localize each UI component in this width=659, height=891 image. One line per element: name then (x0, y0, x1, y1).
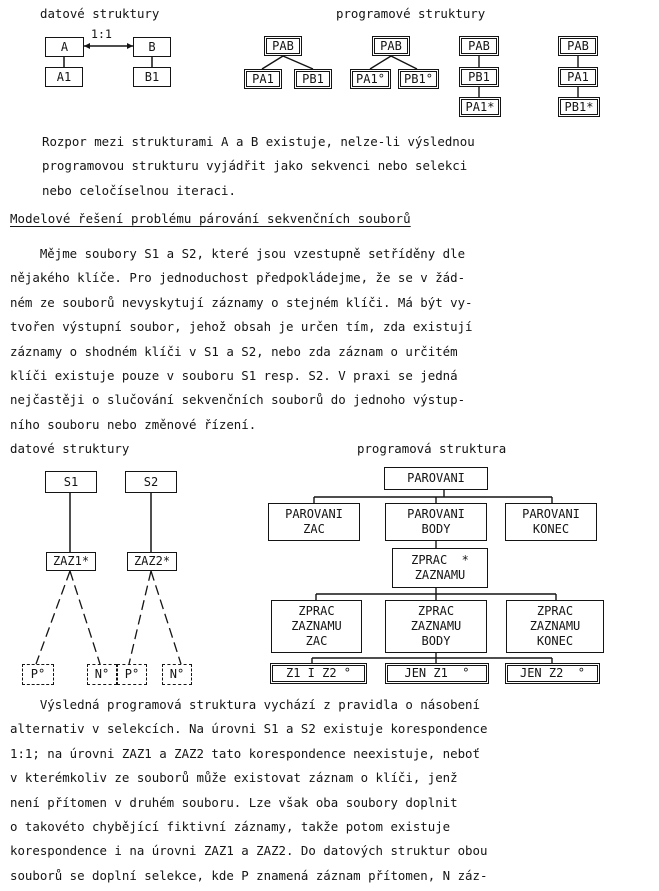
tree1-root: PAB (264, 36, 302, 56)
node-s1: S1 (45, 471, 97, 493)
prog-selection-only-z2: JEN Z2 ° (505, 663, 600, 684)
p3-line: korespondence i na úrovni ZAZ1 a ZAZ2. Do datových struktur obou (10, 843, 488, 859)
tree2-child-1: PA1° (350, 69, 391, 89)
relation-label: 1:1 (91, 27, 113, 41)
prog-level3-konec: ZPRAC ZAZNAMU KONEC (506, 600, 604, 653)
p3-line: v kterémkoliv ze souborů může existovat záznam o klíči, jenž (10, 770, 458, 786)
node-b1: B1 (133, 67, 171, 87)
tree4-level-1: PA1 (558, 67, 598, 87)
p2-line: ního souboru nebo změnové řízení. (10, 416, 257, 432)
prog-level1-zac: PAROVANI ZAC (268, 503, 360, 541)
node-b: B (133, 37, 171, 57)
node-zaz1: ZAZ1* (46, 552, 96, 571)
tree2-root: PAB (372, 36, 410, 56)
prog-selection-only-z1: JEN Z1 ° (385, 663, 489, 684)
tree4-root: PAB (558, 36, 598, 56)
p2-line: ném ze souborů nevyskytují záznamy o stejném klíči. Má být vy- (10, 294, 473, 310)
p3-line: Výsledná programová struktura vychází z pravidla o násobení (10, 697, 480, 712)
node-s2-p: P° (117, 664, 147, 685)
tree3-level-2: PA1* (459, 97, 501, 117)
prog-level3-body: ZPRAC ZAZNAMU BODY (385, 600, 487, 653)
node-zaz2: ZAZ2* (127, 552, 177, 571)
node-s1-p: P° (22, 664, 54, 685)
prog-selection-both: Z1 I Z2 ° (270, 663, 367, 684)
p1-line: programovou strukturu vyjádřit jako sekvenci nebo selekci (42, 158, 468, 174)
node-a1: A1 (45, 67, 83, 87)
paragraph-1 (42, 130, 475, 203)
node-s1-n: N° (87, 664, 117, 685)
prog-root: PAROVANI (384, 467, 488, 490)
prog-level1-konec: PAROVANI KONEC (505, 503, 597, 541)
prog-level1-body: PAROVANI BODY (385, 503, 487, 541)
p3-line: alternativ v selekcích. Na úrovni S1 a S2 existuje korespondence (10, 721, 488, 737)
fig1-data-label: datové struktury (40, 6, 160, 21)
paragraph-3 (10, 693, 487, 888)
node-a: A (45, 37, 84, 57)
p3-line: 1:1; na úrovni ZAZ1 a ZAZ2 tato korespondence neexistuje, neboť (10, 745, 480, 761)
tree2-child-2: PB1° (398, 69, 439, 89)
p2-line: nejčastěji o slučování sekvenčních souborů do jednoho výstup- (10, 392, 466, 408)
prog-level3-zac: ZPRAC ZAZNAMU ZAC (271, 600, 362, 653)
fig2-program-label: programová struktura (357, 441, 507, 456)
fig1-program-label: programové struktury (336, 6, 486, 21)
p2-line: záznamy o shodném klíči v S1 a S2, nebo zda záznam o určitém (10, 343, 458, 359)
tree1-child-1: PA1 (244, 69, 282, 89)
paragraph-2 (10, 242, 473, 437)
tree4-level-2: PB1* (558, 97, 600, 117)
node-s2-n: N° (162, 664, 192, 685)
p3-line: o takovéto chybějící fiktivní záznamy, takže potom existuje (10, 819, 451, 835)
p2-line: nějakého klíče. Pro jednoduchost předpokládejme, že se v žád- (10, 270, 466, 286)
p3-line: souborů se doplní selekce, kde P znamená záznam přítomen, N záz- (10, 867, 488, 883)
p2-line: tvořen výstupní soubor, jehož obsah je určen tím, zda existují (10, 319, 473, 335)
p1-line: nebo celočíselnou iteraci. (42, 182, 236, 198)
section-heading: Modelové řešení problému párování sekvenčních souborů (10, 211, 411, 226)
tree1-child-2: PB1 (294, 69, 332, 89)
fig2-data-label: datové struktury (10, 441, 130, 456)
tree3-level-1: PB1 (459, 67, 499, 87)
tree3-root: PAB (459, 36, 499, 56)
prog-iteration: ZPRAC * ZAZNAMU (392, 548, 488, 588)
p2-line: Mějme soubory S1 a S2, které jsou vzestupně setříděny dle (10, 246, 466, 261)
node-s2: S2 (125, 471, 177, 493)
p2-line: klíči existuje pouze v souboru S1 resp. S2. V praxi se jedná (10, 368, 458, 384)
p3-line: není přítomen v druhém souboru. Lze však oba soubory doplnit (10, 794, 458, 810)
p1-line: Rozpor mezi strukturami A a B existuje, nelze-li výslednou (42, 134, 475, 149)
